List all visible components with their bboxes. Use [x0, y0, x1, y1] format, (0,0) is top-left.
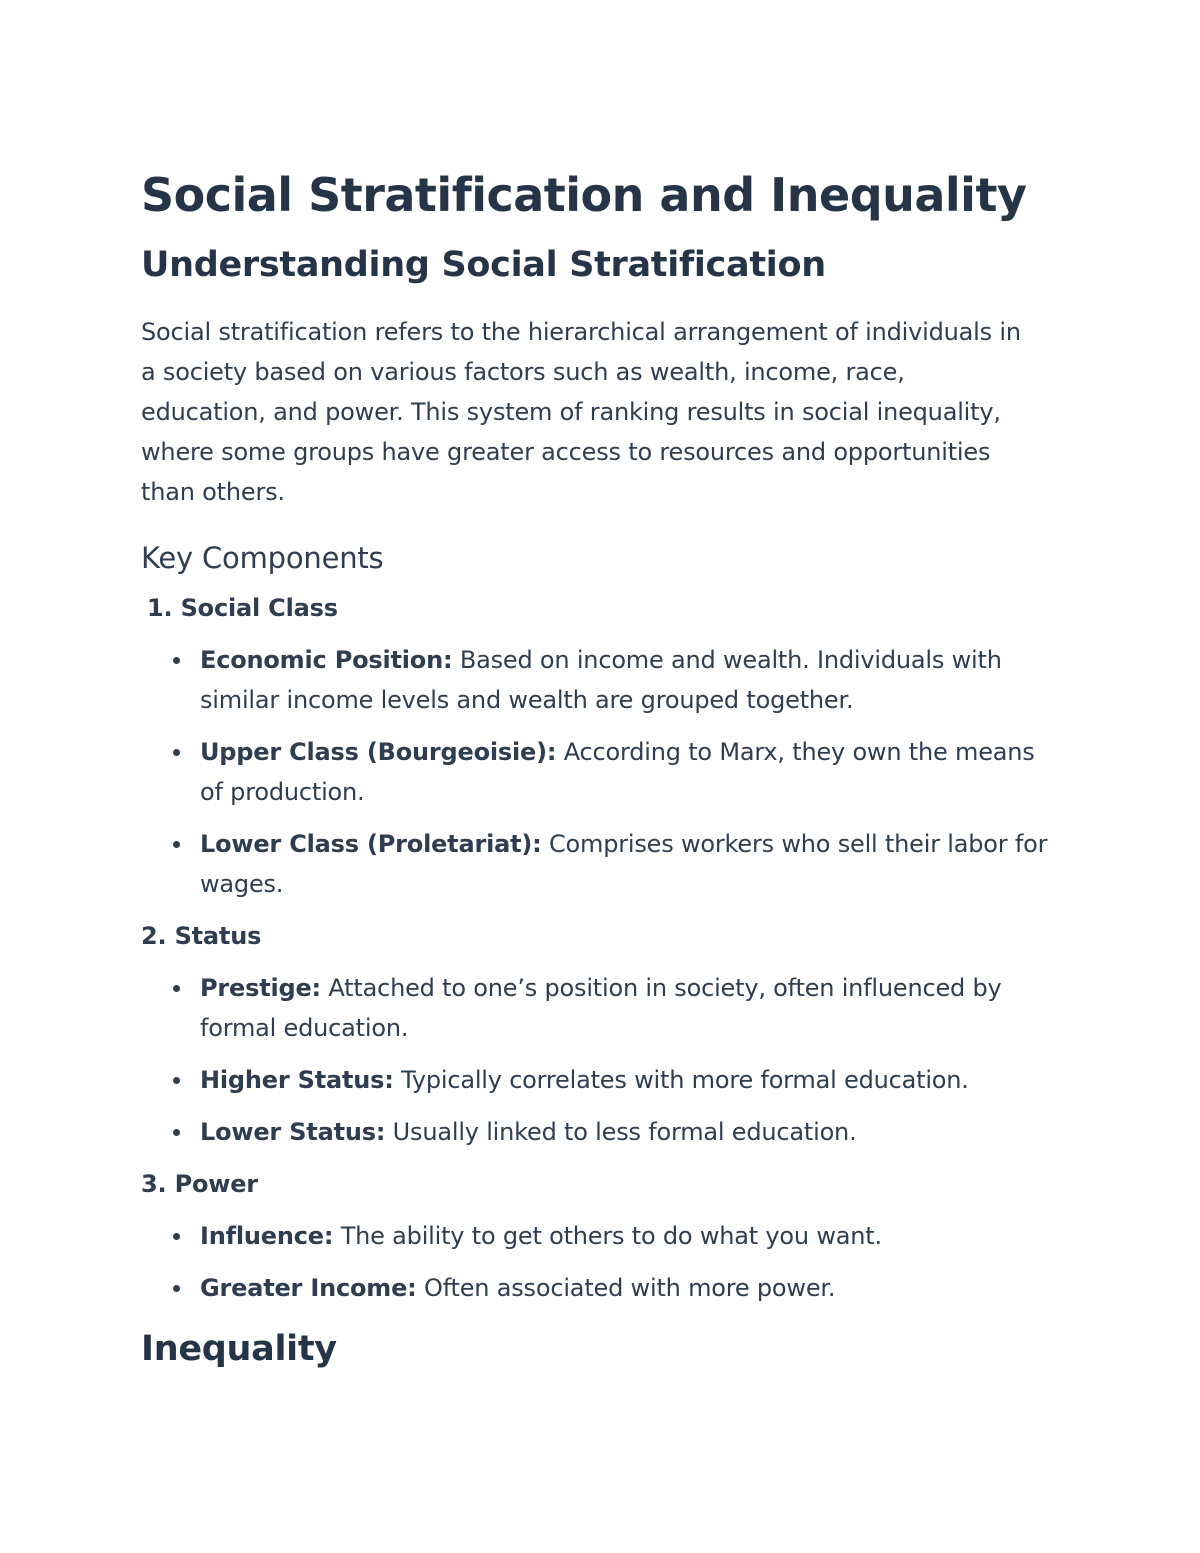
component-points: [141, 1216, 1061, 1308]
point-text: Usually linked to less formal education.: [392, 1118, 857, 1146]
point-text: Attached to one’s position in society, often influenced by: [328, 974, 1002, 1002]
point-text: Typically correlates with more formal education.: [401, 1066, 969, 1094]
component-points: [141, 640, 1061, 904]
component-title: [141, 916, 1061, 956]
list-item: [141, 824, 1061, 904]
section-heading-understanding: Understanding Social Stratification: [141, 245, 826, 285]
bullet-icon: [173, 749, 180, 756]
bullet-icon: [173, 985, 180, 992]
point-text: Often associated with more power.: [424, 1274, 836, 1302]
component-item: [141, 1164, 1061, 1308]
list-item: [141, 1216, 1061, 1256]
point-term: Prestige:: [200, 974, 321, 1002]
list-item: [141, 1268, 1061, 1308]
bullet-icon: [173, 1285, 180, 1292]
component-item: [141, 916, 1061, 1152]
intro-paragraph: [141, 312, 1061, 512]
point-text: of production.: [200, 778, 365, 806]
point-text: Comprises workers who sell their labor for: [548, 830, 1048, 858]
list-item: [141, 640, 1061, 720]
point-term: Economic Position:: [200, 646, 453, 674]
component-item: [141, 588, 1061, 904]
list-item: [141, 968, 1061, 1048]
bullet-icon: [173, 1233, 180, 1240]
component-title: [141, 588, 1061, 628]
component-number: 1.: [147, 594, 173, 622]
list-item: [141, 1112, 1061, 1152]
intro-line: where some groups have greater access to resources and opportunities: [141, 438, 991, 466]
point-text: similar income levels and wealth are grouped together.: [200, 686, 854, 714]
point-term: Influence:: [200, 1222, 334, 1250]
intro-line: education, and power. This system of ranking results in social inequality,: [141, 398, 1001, 426]
bullet-icon: [173, 1129, 180, 1136]
point-term: Lower Status:: [200, 1118, 386, 1146]
point-text: The ability to get others to do what you want.: [340, 1222, 882, 1250]
point-term: Greater Income:: [200, 1274, 417, 1302]
point-term: Higher Status:: [200, 1066, 394, 1094]
component-number: 3.: [141, 1170, 167, 1198]
section-heading-inequality: Inequality: [141, 1329, 337, 1369]
point-term: Upper Class (Bourgeoisie):: [200, 738, 557, 766]
bullet-icon: [173, 841, 180, 848]
component-points: [141, 968, 1061, 1152]
document-page: [141, 160, 1061, 1374]
component-number: 2.: [141, 922, 167, 950]
point-term: Lower Class (Proletariat):: [200, 830, 542, 858]
list-item: [141, 732, 1061, 812]
component-title: [141, 1164, 1061, 1204]
intro-line: a society based on various factors such as wealth, income, race,: [141, 358, 905, 386]
point-text: According to Marx, they own the means: [563, 738, 1035, 766]
intro-line: than others.: [141, 478, 285, 506]
intro-line: Social stratification refers to the hierarchical arrangement of individuals in: [141, 318, 1021, 346]
list-item: [141, 1060, 1061, 1100]
point-text: wages.: [200, 870, 284, 898]
component-name: Power: [174, 1170, 258, 1198]
bullet-icon: [173, 1077, 180, 1084]
subheading-key-components: Key Components: [141, 541, 384, 575]
component-name: Social Class: [180, 594, 338, 622]
point-text: Based on income and wealth. Individuals with: [459, 646, 1002, 674]
components-list: [141, 588, 1061, 1308]
point-text: formal education.: [200, 1014, 409, 1042]
bullet-icon: [173, 657, 180, 664]
document-title: Social Stratification and Inequality: [141, 168, 1027, 222]
component-name: Status: [174, 922, 262, 950]
